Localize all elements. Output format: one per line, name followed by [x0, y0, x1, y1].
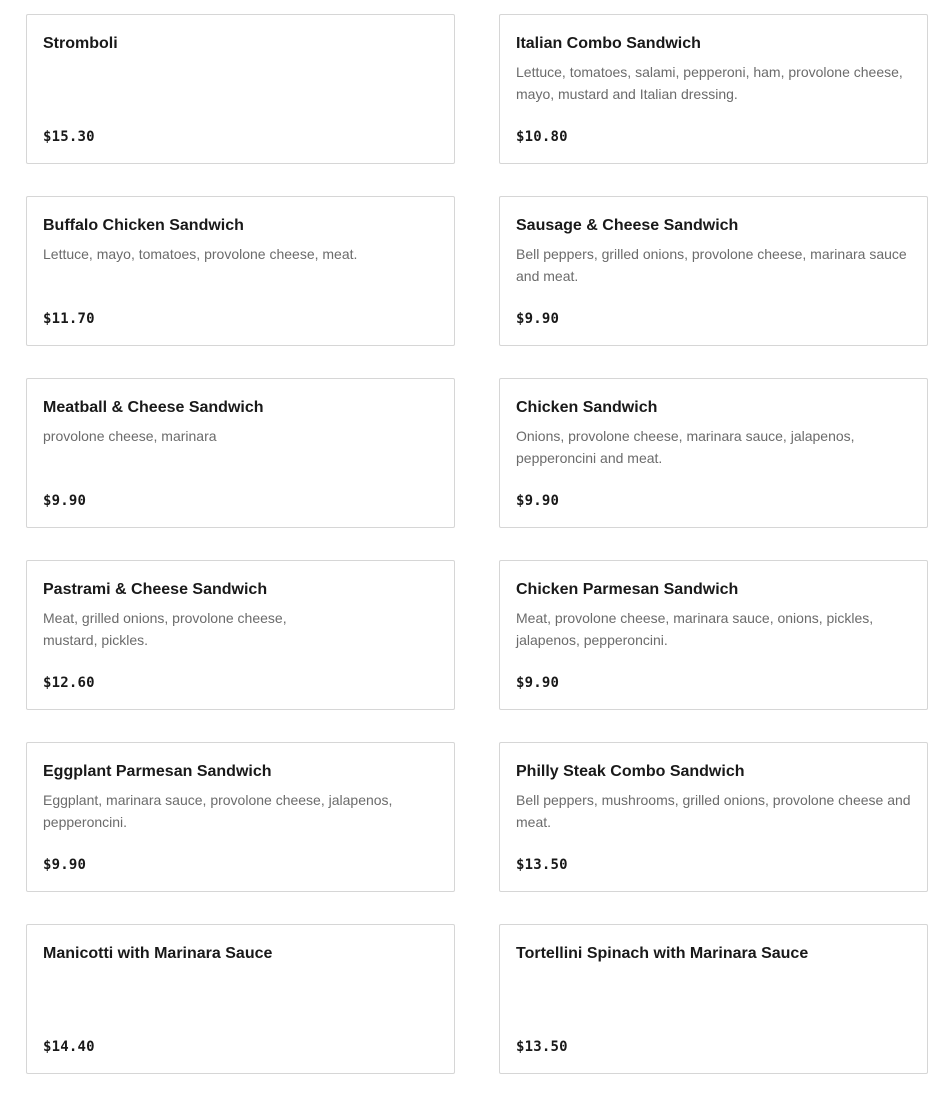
menu-item-card[interactable]	[26, 560, 455, 710]
menu-item-price: $13.50	[516, 857, 568, 873]
menu-item-price: $9.90	[516, 493, 560, 509]
menu-item-card[interactable]	[499, 560, 928, 710]
menu-item-card[interactable]	[499, 14, 928, 164]
menu-item-description: Lettuce, mayo, tomatoes, provolone cheese, meat.	[43, 246, 358, 262]
menu-item-price: $10.80	[516, 129, 568, 145]
menu-item-price: $13.50	[516, 1039, 568, 1055]
menu-item-price: $12.60	[43, 675, 95, 691]
menu-item-name: Eggplant Parmesan Sandwich	[43, 763, 272, 780]
menu-item-card[interactable]	[499, 742, 928, 892]
menu-item-price: $11.70	[43, 311, 95, 327]
menu-item-price: $9.90	[516, 675, 560, 691]
menu-item-price: $9.90	[516, 311, 560, 327]
menu-item-description: Meat, provolone cheese, marinara sauce, onions, pickles, jalapenos, pepperoncini.	[516, 610, 874, 648]
menu-item-card[interactable]	[26, 196, 455, 346]
menu-item-description: Bell peppers, grilled onions, provolone cheese, marinara sauce and meat.	[516, 246, 907, 284]
menu-item-name: Pastrami & Cheese Sandwich	[43, 581, 268, 598]
menu-item-name: Stromboli	[43, 35, 118, 52]
menu-item-description: provolone cheese, marinara	[43, 428, 217, 444]
menu-item-card[interactable]	[499, 924, 928, 1074]
menu-item-name: Sausage & Cheese Sandwich	[516, 217, 739, 234]
menu-item-card[interactable]	[26, 924, 455, 1074]
menu-item-price: $15.30	[43, 129, 95, 145]
menu-item-name: Chicken Parmesan Sandwich	[516, 581, 739, 598]
menu-grid	[26, 14, 928, 1074]
menu-item-price: $9.90	[43, 493, 87, 509]
menu-item-name: Tortellini Spinach with Marinara Sauce	[516, 945, 809, 962]
menu-item-name: Buffalo Chicken Sandwich	[43, 217, 244, 234]
menu-item-description: Eggplant, marinara sauce, provolone cheese, jalapenos, pepperoncini.	[43, 792, 393, 830]
menu-item-description: Meat, grilled onions, provolone cheese, mustard, pickles.	[43, 610, 287, 648]
menu-item-card[interactable]	[26, 14, 455, 164]
menu-item-name: Meatball & Cheese Sandwich	[43, 399, 264, 416]
menu-item-description: Onions, provolone cheese, marinara sauce, jalapenos, pepperoncini and meat.	[516, 428, 855, 466]
menu-item-name: Manicotti with Marinara Sauce	[43, 945, 273, 962]
menu-item-card[interactable]	[26, 378, 455, 528]
menu-item-card[interactable]	[499, 378, 928, 528]
menu-item-price: $9.90	[43, 857, 87, 873]
menu-item-description: Lettuce, tomatoes, salami, pepperoni, ham, provolone cheese, mayo, mustard and Italian dressing.	[516, 64, 903, 102]
menu-item-name: Philly Steak Combo Sandwich	[516, 763, 745, 780]
menu-item-card[interactable]	[499, 196, 928, 346]
menu-item-name: Italian Combo Sandwich	[516, 35, 701, 52]
menu-item-description: Bell peppers, mushrooms, grilled onions, provolone cheese and meat.	[516, 792, 911, 830]
menu-item-price: $14.40	[43, 1039, 95, 1055]
menu-item-card[interactable]	[26, 742, 455, 892]
menu-item-name: Chicken Sandwich	[516, 399, 658, 416]
